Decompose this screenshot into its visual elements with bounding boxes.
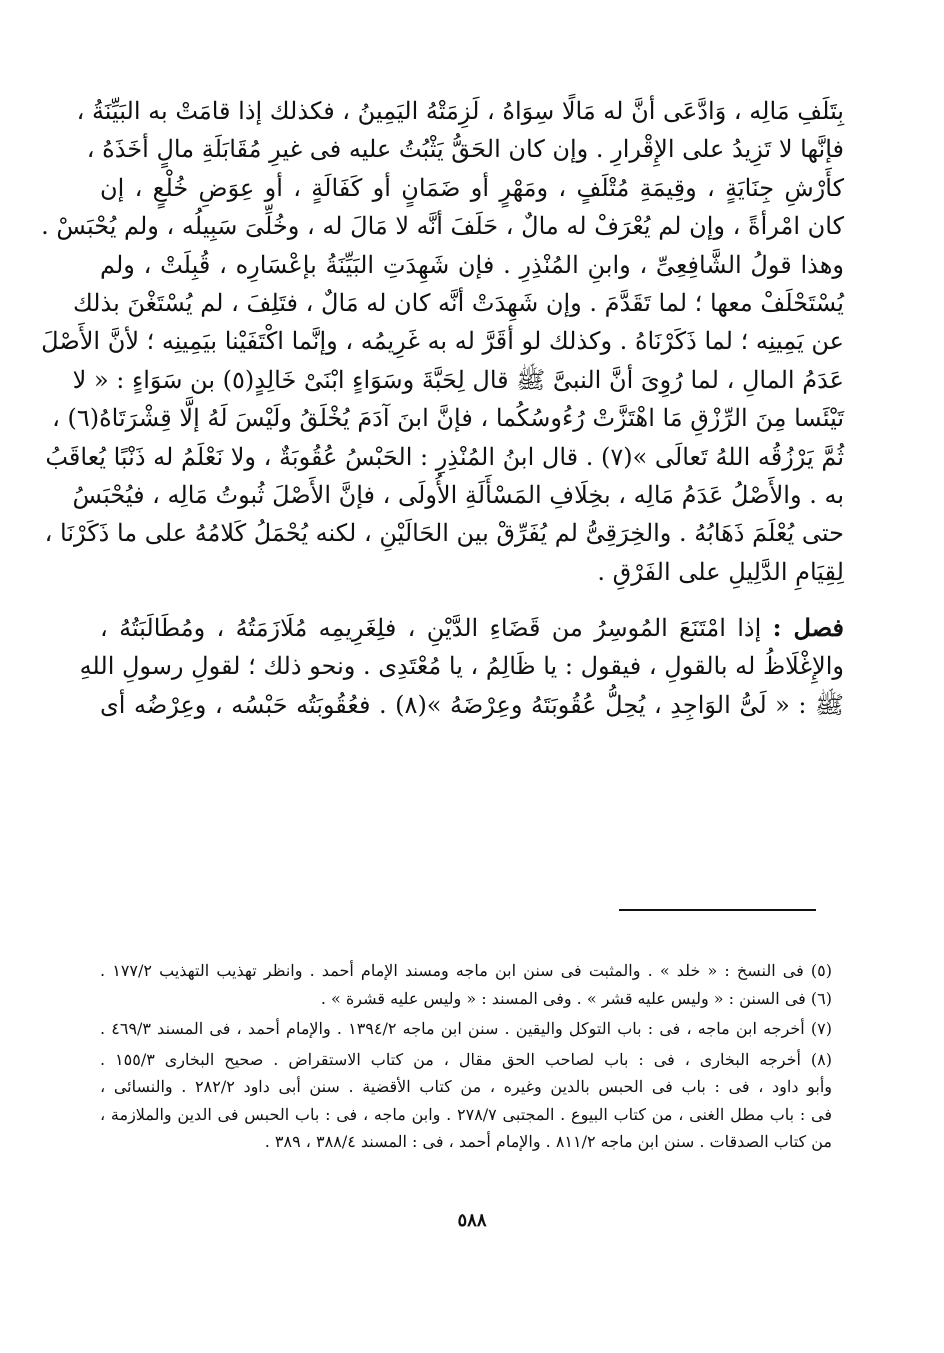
text-line: لِقِيَامِ الدَّلِيلِ على الفَرْقِ . — [597, 557, 844, 586]
footnote: فى : باب مطل الغنى ، من كتاب البيوع . المجتبى ٢٧٨/٧ . وابن ماجه ، فى : باب الحبس فى الدين والملازمة ، — [100, 1104, 833, 1124]
paragraph-gap — [100, 591, 844, 609]
text-line: عن يَمِينِه ؛ لما ذَكَرْنَاهُ . وكذلك لو أقَرَّ له به غَرِيمُه ، وإنَّما اكْتَفَيْنا بيَمِينِه ؛ لأنَّ الأَصْلَ — [41, 327, 844, 356]
text-line: حتى يُعْلَمَ ذَهَابُهُ . والخِرَقِىُّ لم يُفَرِّقْ بين الحَالَيْنِ ، لكنه يُحْمَلُ كَلامُهُ على ما ذَكَرْنَا ، — [44, 519, 844, 548]
footnote: (٥) فى النسخ : « خلد » . والمثبت فى سنن ابن ماجه ومسند الإمام أحمد . وانظر تهذيب التهذيب ١٧٧/٢ . — [100, 961, 832, 980]
footnotes — [100, 957, 832, 1156]
text-line: يُسْتَحْلَفْ معها ؛ لما تَقَدَّمَ . وإن شَهِدَتْ أنَّه كان له مَالٌ ، فتَلِفَ ، لم يُسْتَغْنَ بذلك — [72, 288, 844, 317]
footnote: (٦) فى السنن : « وليس عليه قشر » . وفى المسند : « وليس عليه قشرة » . — [320, 988, 832, 1008]
text-line: كأَرْشِ جِنَايَةٍ ، وقِيمَةِ مُتْلَفٍ ، ومَهْرٍ أو ضَمَانٍ أو كَفَالَةٍ ، أو عِوَضِ خُلْعٍ ، إن — [100, 173, 844, 202]
text-line: والإِغْلَاظُ له بالقولِ ، فيقول : يا ظَالِمُ ، يا مُعْتَدِى . ونحو ذلك ؛ لقولِ رسولِ اللهِ — [79, 652, 844, 681]
section-heading: فصل : — [772, 613, 844, 643]
text-line: فإنَّها لا تَزِيدُ على الإِقْرارِ . وإن كان الحَقُّ يَثْبُتُ عليه فى غيرِ مُقَابَلَةِ مالٍ أخَذَهُ ، — [86, 135, 844, 164]
text-line: ثُمَّ يَرْزُقُه اللهُ تَعالَى »(٧) . قال ابنُ المُنْذِرِ : الحَبْسُ عُقُوبَةٌ ، ولا نَعْلَمُ له ذَنْبًا يُعاقَبُ — [45, 442, 844, 471]
paragraph-2 — [79, 609, 844, 724]
footnote: من كتاب الصدقات . سنن ابن ماجه ٨١١/٢ . والإمام أحمد ، فى : المسند ٣٨٨/٤ ، ٣٨٩ . — [264, 1132, 832, 1151]
text-line: ﷺ : « لَىُّ الوَاجِدِ ، يُحِلُّ عُقُوبَتَهُ وعِرْضَهُ »(٨) . فعُقُوبَتُه حَبْسُه ، وعِرْضُه أى — [100, 690, 844, 719]
main-text — [41, 92, 844, 724]
footnote-separator — [619, 909, 816, 911]
text-line: وهذا قولُ الشَّافِعِىِّ ، وابنِ المُنْذِرِ . فإن شَهِدَتِ البَيِّنَةُ بإعْسَارِه ، قُبِلَتْ ، ولم — [100, 250, 844, 279]
footnote: وأبو داود ، فى : باب فى الحبس بالدين وغيره ، من كتاب الأقضية . سنن أبى داود ٢٨٢/٢ . والنسائى ، — [100, 1077, 832, 1096]
page-number: ٥٨٨ — [457, 1210, 487, 1231]
text-line: عَدَمُ المالِ ، لما رُوِىَ أنَّ النبىَّ ﷺ قال لِحَبَّةَ وسَوَاءٍ ابْنَىْ خَالِدٍ(٥) بن سَوَاءٍ : « لا — [72, 365, 844, 394]
text-line: كان امْرأةً ، وإن لم يُعْرَفْ له مالٌ ، حَلَفَ أنَّه لا مَالَ له ، وخُلِّىَ سَبِيلُه ، ولم يُحْبَسْ . — [41, 212, 844, 241]
footnote: (٨) أخرجه البخارى ، فى : باب لصاحب الحق مقال ، من كتاب الاستقراض . صحيح البخارى ١٥٥/٣ . — [100, 1049, 832, 1069]
text-line: تَيْئَسا مِنَ الرِّزْقِ مَا اهْتَزَّتْ رُءُوسُكُما ، فإنَّ ابنَ آدَمَ يُخْلَقُ ولَيْسَ لَهُ إلَّا قِشْرَتَاهُ(٦) ، — [52, 404, 844, 433]
text-line — [100, 609, 844, 647]
text-line: بِتَلَفِ مَالِه ، وَادَّعَى أنَّ له مَالًا سِوَاهُ ، لَزِمَتْهُ اليَمِينُ ، فكذلك إذا قامَتْ به البَيِّنَةُ ، — [76, 97, 844, 125]
text-line: به . والأَصْلُ عَدَمُ مَالِه ، بخِلَافِ المَسْأَلَةِ الأُولَى ، فإنَّ الأَصْلَ ثُبوتُ مَالِه ، فيُحْبَسُ — [72, 480, 844, 509]
text-segment: إذا امْتَنَعَ المُوسِرُ من قَضَاءِ الدَّيْنِ ، فلِغَرِيمِه مُلَازَمَتُهُ ، ومُطَالَبَتُهُ ، — [100, 614, 762, 643]
paragraph-1 — [41, 92, 844, 591]
footnote: (٧) أخرجه ابن ماجه ، فى : باب التوكل واليقين . سنن ابن ماجه ١٣٩٤/٢ . والإمام أحمد ، فى المسند ٤٦٩/٣ . — [100, 1019, 832, 1038]
